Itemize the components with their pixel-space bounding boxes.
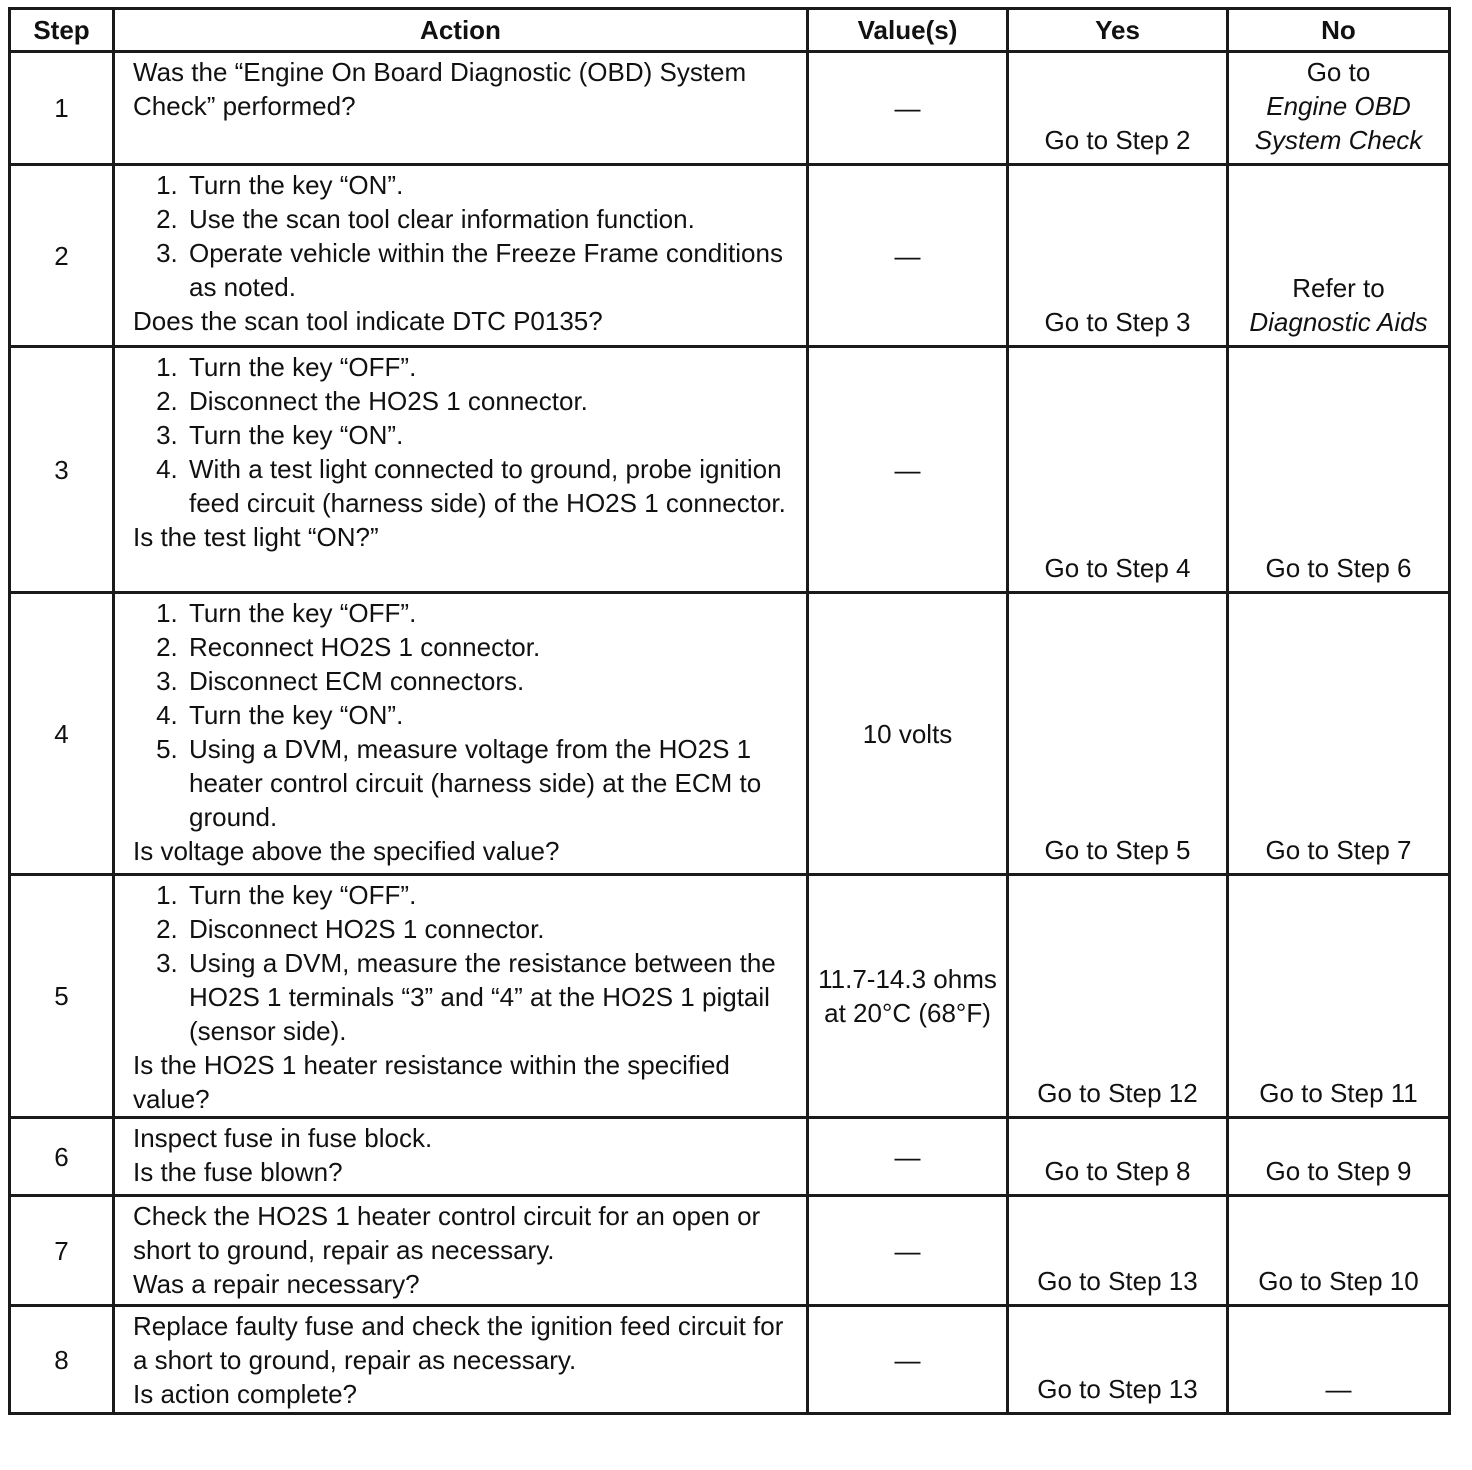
action-list bbox=[133, 350, 792, 520]
header-step: Step bbox=[10, 9, 114, 52]
action-item: 2. Reconnect HO2S 1 connector. bbox=[185, 630, 792, 664]
action-item: 3. Operate vehicle within the Freeze Frame conditions as noted. bbox=[185, 236, 792, 304]
no-line: Go to bbox=[1306, 57, 1371, 87]
action-item: 1. Turn the key “ON”. bbox=[185, 168, 792, 202]
table-row bbox=[10, 1118, 1450, 1196]
yes-cell: Go to Step 2 bbox=[1008, 52, 1228, 165]
step-number: 1 bbox=[10, 52, 114, 165]
step-number: 6 bbox=[10, 1118, 114, 1196]
action-item: 4. With a test light connected to ground, probe ignition feed circuit (harness side) of the HO2S 1 connector. bbox=[185, 452, 792, 520]
action-cell bbox=[114, 1196, 808, 1306]
no-reference-link: Diagnostic Aids bbox=[1249, 307, 1428, 337]
action-line: Replace faulty fuse and check the ignition feed circuit for a short to ground, repair as necessary. bbox=[133, 1311, 784, 1375]
header-values: Value(s) bbox=[808, 9, 1008, 52]
action-question: Is voltage above the specified value? bbox=[133, 836, 560, 866]
value-cell: — bbox=[808, 1118, 1008, 1196]
value-cell: — bbox=[808, 1306, 1008, 1414]
action-list bbox=[133, 878, 792, 1048]
no-cell: Go to Step 11 bbox=[1228, 875, 1450, 1118]
action-item: 3. Disconnect ECM connectors. bbox=[185, 664, 792, 698]
table-row bbox=[10, 1306, 1450, 1414]
yes-cell: Go to Step 13 bbox=[1008, 1306, 1228, 1414]
no-cell: — bbox=[1228, 1306, 1450, 1414]
header-yes: Yes bbox=[1008, 9, 1228, 52]
no-reference-link: Engine OBD bbox=[1266, 91, 1411, 121]
action-line: Inspect fuse in fuse block. bbox=[133, 1123, 433, 1153]
no-cell: Go to Step 6 bbox=[1228, 347, 1450, 593]
action-cell bbox=[114, 875, 808, 1118]
table-row bbox=[10, 875, 1450, 1118]
value-line: at 20°C (68°F) bbox=[824, 998, 991, 1028]
value-cell: 10 volts bbox=[808, 593, 1008, 875]
value-cell bbox=[808, 875, 1008, 1118]
action-question: Was a repair necessary? bbox=[133, 1269, 420, 1299]
no-line: Refer to bbox=[1292, 273, 1385, 303]
action-item: 5. Using a DVM, measure voltage from the HO2S 1 heater control circuit (harness side) at the ECM to ground. bbox=[185, 732, 792, 834]
action-question: Is the fuse blown? bbox=[133, 1157, 343, 1187]
step-number: 3 bbox=[10, 347, 114, 593]
action-question: Does the scan tool indicate DTC P0135? bbox=[133, 306, 603, 336]
no-cell: Go to Step 9 bbox=[1228, 1118, 1450, 1196]
step-number: 8 bbox=[10, 1306, 114, 1414]
action-line: Check the HO2S 1 heater control circuit for an open or short to ground, repair as necessary. bbox=[133, 1201, 761, 1265]
action-cell bbox=[114, 593, 808, 875]
diagnostic-table bbox=[8, 7, 1451, 1415]
action-cell bbox=[114, 1118, 808, 1196]
action-item: 1. Turn the key “OFF”. bbox=[185, 596, 792, 630]
no-cell bbox=[1228, 165, 1450, 347]
action-cell bbox=[114, 1306, 808, 1414]
yes-cell: Go to Step 4 bbox=[1008, 347, 1228, 593]
no-cell bbox=[1228, 52, 1450, 165]
no-reference-link: System Check bbox=[1254, 125, 1423, 155]
value-cell: — bbox=[808, 52, 1008, 165]
action-question: Is the test light “ON?” bbox=[133, 522, 379, 552]
action-item: 3. Turn the key “ON”. bbox=[185, 418, 792, 452]
yes-cell: Go to Step 8 bbox=[1008, 1118, 1228, 1196]
yes-cell: Go to Step 13 bbox=[1008, 1196, 1228, 1306]
yes-cell: Go to Step 12 bbox=[1008, 875, 1228, 1118]
yes-cell: Go to Step 3 bbox=[1008, 165, 1228, 347]
table-row bbox=[10, 593, 1450, 875]
action-question: Is the HO2S 1 heater resistance within the specified value? bbox=[133, 1050, 730, 1114]
action-item: 2. Disconnect HO2S 1 connector. bbox=[185, 912, 792, 946]
action-item: 1. Turn the key “OFF”. bbox=[185, 350, 792, 384]
yes-cell: Go to Step 5 bbox=[1008, 593, 1228, 875]
action-item: 3. Using a DVM, measure the resistance between the HO2S 1 terminals “3” and “4” at the HO2S 1 pigtail (sensor side). bbox=[185, 946, 792, 1048]
action-list bbox=[133, 168, 792, 304]
header-row bbox=[10, 9, 1450, 52]
action-item: 2. Use the scan tool clear information function. bbox=[185, 202, 792, 236]
action-question: Is action complete? bbox=[133, 1379, 358, 1409]
table-row bbox=[10, 165, 1450, 347]
header-action: Action bbox=[114, 9, 808, 52]
step-number: 7 bbox=[10, 1196, 114, 1306]
table-row bbox=[10, 347, 1450, 593]
no-cell: Go to Step 10 bbox=[1228, 1196, 1450, 1306]
value-cell: — bbox=[808, 1196, 1008, 1306]
header-no: No bbox=[1228, 9, 1450, 52]
action-cell bbox=[114, 347, 808, 593]
action-item: 1. Turn the key “OFF”. bbox=[185, 878, 792, 912]
value-line: 11.7-14.3 ohms bbox=[818, 964, 997, 994]
step-number: 5 bbox=[10, 875, 114, 1118]
action-item: 2. Disconnect the HO2S 1 connector. bbox=[185, 384, 792, 418]
table-row bbox=[10, 1196, 1450, 1306]
value-cell: — bbox=[808, 347, 1008, 593]
action-question: Was the “Engine On Board Diagnostic (OBD) System Check” performed? bbox=[133, 57, 747, 121]
step-number: 2 bbox=[10, 165, 114, 347]
step-number: 4 bbox=[10, 593, 114, 875]
action-cell bbox=[114, 52, 808, 165]
table-row bbox=[10, 52, 1450, 165]
action-item: 4. Turn the key “ON”. bbox=[185, 698, 792, 732]
value-cell: — bbox=[808, 165, 1008, 347]
action-cell bbox=[114, 165, 808, 347]
no-cell: Go to Step 7 bbox=[1228, 593, 1450, 875]
action-list bbox=[133, 596, 792, 834]
